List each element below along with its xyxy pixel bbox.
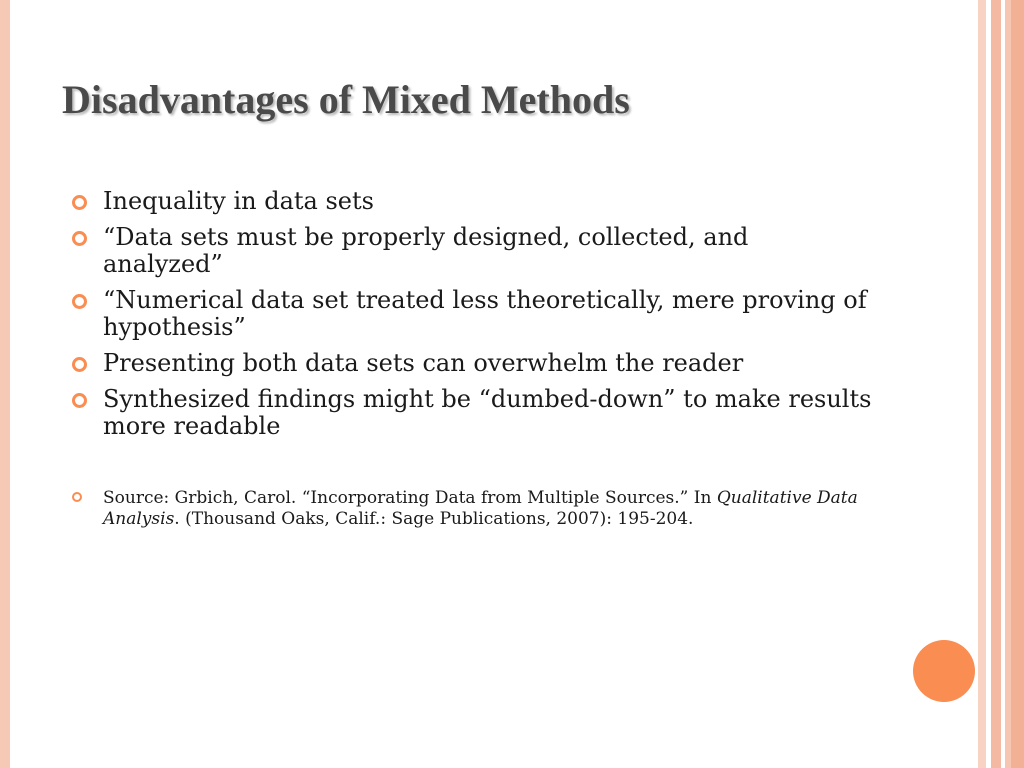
bullet-icon [72,357,87,372]
bullet-text: Inequality in data sets [103,187,374,215]
bullet-icon [72,195,87,210]
source-book-title: Qualitative Data Analysis [103,488,858,529]
bullet-item [72,350,872,377]
bullet-list [72,188,872,449]
right-stripe-decoration [1011,0,1024,768]
bullet-item [72,287,872,341]
slide-title: Disadvantages of Mixed Methods [62,77,630,122]
bullet-text: “Numerical data set treated less theoretically, mere proving of hypothesis” [103,286,867,341]
source-prefix: Source: Grbich, Carol. “Incorporating Data from Multiple Sources.” In [103,488,717,508]
bullet-text: Synthesized findings might be “dumbed-down” to make results more readable [103,385,872,440]
bullet-icon [72,492,82,502]
bullet-icon [72,231,87,246]
bullet-item [72,386,872,440]
bullet-text: “Data sets must be properly designed, collected, and analyzed” [103,223,749,278]
source-suffix: . (Thousand Oaks, Calif.: Sage Publications, 2007): 195-204. [174,509,694,529]
orange-circle-decoration [913,640,975,702]
right-stripe-decoration [978,0,986,768]
right-stripe-decoration [991,0,1001,768]
bullet-icon [72,393,87,408]
bullet-item [72,188,872,215]
bullet-text: Presenting both data sets can overwhelm the reader [103,349,744,377]
source-citation [72,488,872,530]
left-border-decoration [0,0,10,768]
bullet-item [72,224,872,278]
bullet-icon [72,294,87,309]
